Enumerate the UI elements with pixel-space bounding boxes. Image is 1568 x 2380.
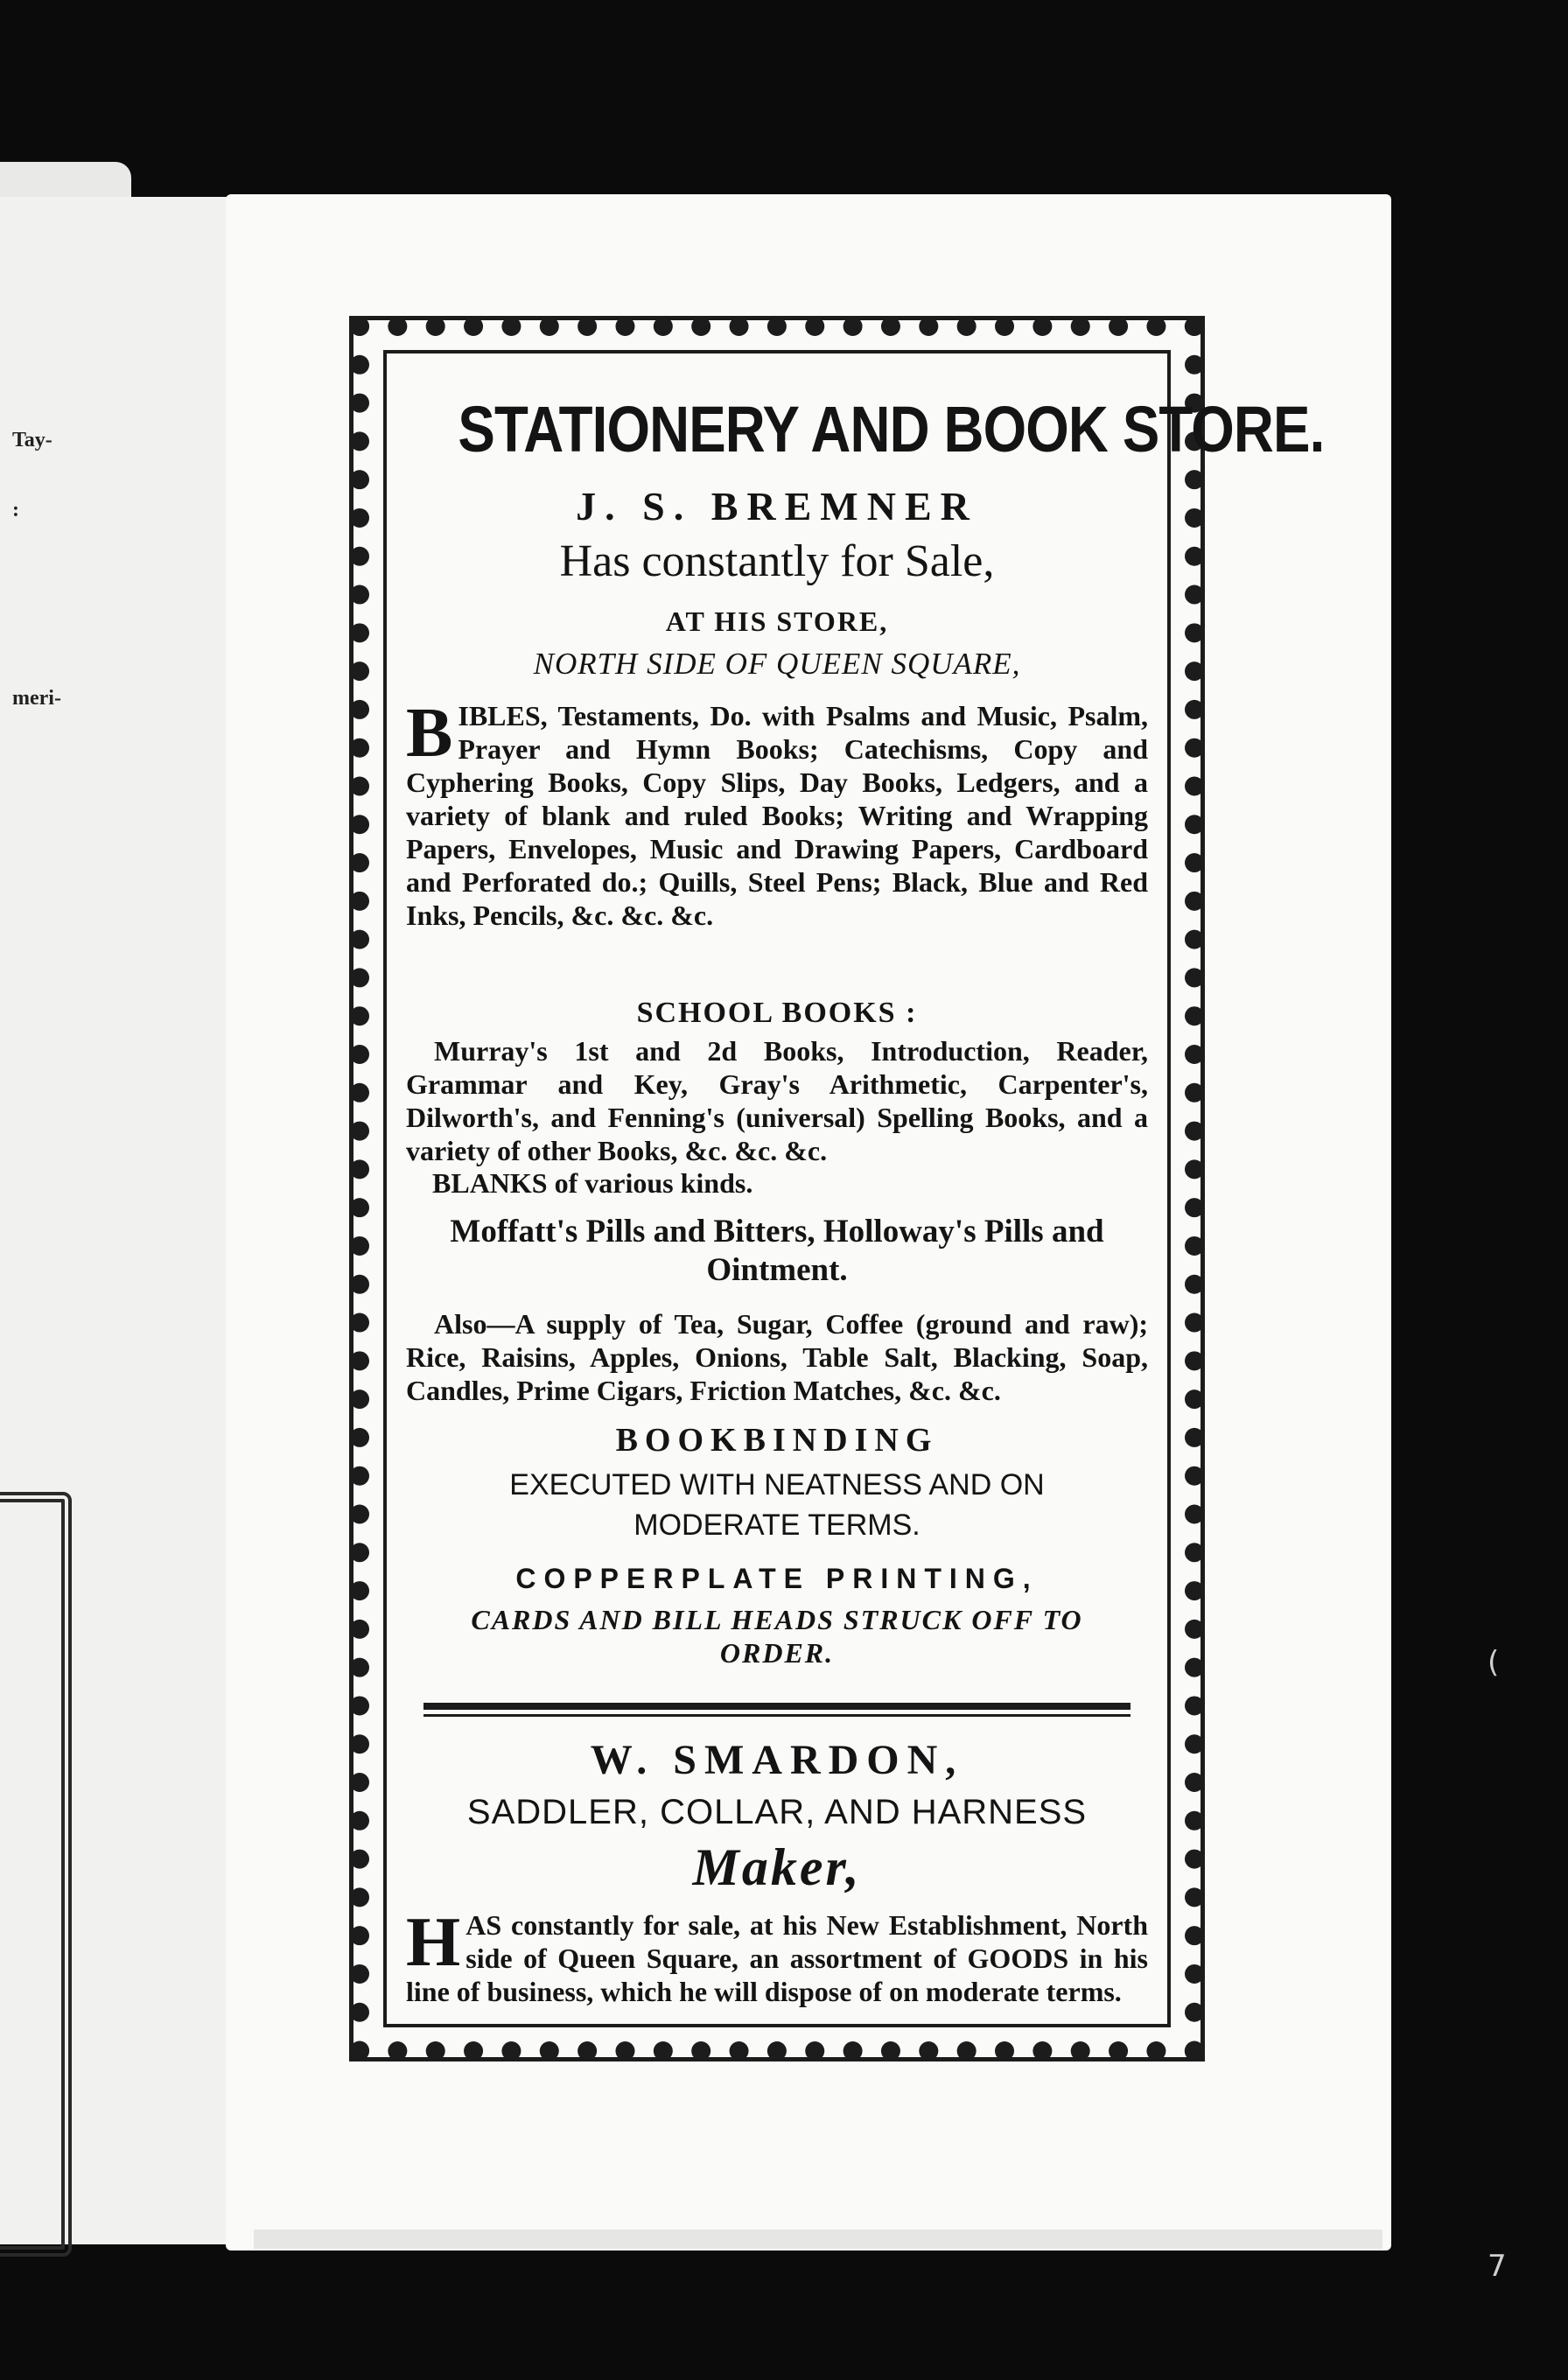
divider-thick — [424, 1703, 1130, 1710]
bookbinding-heading: BOOKBINDING — [615, 1422, 939, 1459]
smardon-paragraph — [406, 1904, 1148, 2008]
address-line: NORTH SIDE OF QUEEN SQUARE, — [533, 647, 1021, 681]
margin-mark-bottom: 7 — [1488, 2249, 1507, 2284]
smardon-name: W. SMARDON, — [590, 1737, 964, 1783]
left-fragment-1: Tay- — [12, 429, 52, 452]
margin-mark-right: ( — [1488, 1645, 1500, 1680]
smardon-dropcap: H — [406, 1904, 461, 1981]
left-page-tab — [0, 162, 131, 201]
tagline: Has constantly for Sale, — [559, 536, 995, 586]
school-books-paragraph: Murray's 1st and 2d Books, Introduction, Reader, Grammar and Key, Gray's Arithmetic, Carpenter's, Dilworth's, and Fenning's (universal) Spelling Books, and a variety of other Books, &c. &c. &c. — [406, 1035, 1148, 1166]
ornamental-border — [350, 317, 1325, 2061]
headline: STATIONERY AND BOOK STORE. — [458, 393, 1325, 466]
copperplate-heading: COPPERPLATE PRINTING, — [515, 1563, 1039, 1594]
also-paragraph: Also—A supply of Tea, Sugar, Coffee (ground and raw); Rice, Raisins, Apples, Onions, Table Salt, Blacking, Soap, Candles, Prime Cigars, Friction Matches, &c. &c. — [406, 1308, 1148, 1406]
location-line: AT HIS STORE, — [665, 606, 889, 637]
bibles-text: IBLES, Testaments, Do. with Psalms and Music, Psalm, Prayer and Hymn Books; Catechisms, Copy and Cyphering Books, Copy Slips, Day Books, Ledgers, and a variety of blank and ruled Books; Writing and Wrapping Papers, Envelopes, Music and Drawing Papers, Cardboard and Perforated do.; Quills, Steel Pens; Black, Blue and Red Inks, Pencils, &c. &c. &c. — [406, 700, 1148, 931]
left-page — [0, 197, 254, 2244]
proprietor-name: J. S. BREMNER — [576, 484, 978, 528]
smardon-text: AS constantly for sale, at his New Establishment, North side of Queen Square, an assortment of GOODS in his line of business, which he will dispose of on moderate terms. — [406, 1909, 1148, 2007]
left-page-ornament-frame — [0, 1492, 72, 2257]
moffatt-paragraph: Moffatt's Pills and Bitters, Holloway's Pills and Ointment. — [450, 1214, 1104, 1288]
smardon-trade-word: Maker, — [692, 1838, 862, 1896]
left-fragment-3: meri- — [12, 687, 61, 710]
smardon-trade: SADDLER, COLLAR, AND HARNESS — [466, 1793, 1088, 1831]
bookbinding-text: EXECUTED WITH NEATNESS AND ON MODERATE TERMS. — [509, 1468, 1045, 1542]
blanks-line: BLANKS of various kinds. — [432, 1167, 753, 1199]
bibles-paragraph — [406, 695, 1148, 932]
school-books-heading: SCHOOL BOOKS : — [636, 997, 918, 1029]
left-fragment-2: : — [12, 499, 19, 522]
bibles-dropcap: B — [406, 695, 453, 772]
copperplate-text: CARDS AND BILL HEADS STRUCK OFF TO ORDER. — [471, 1604, 1083, 1669]
divider-thin — [424, 1714, 1130, 1717]
page-bottom-edge — [254, 2230, 1382, 2249]
